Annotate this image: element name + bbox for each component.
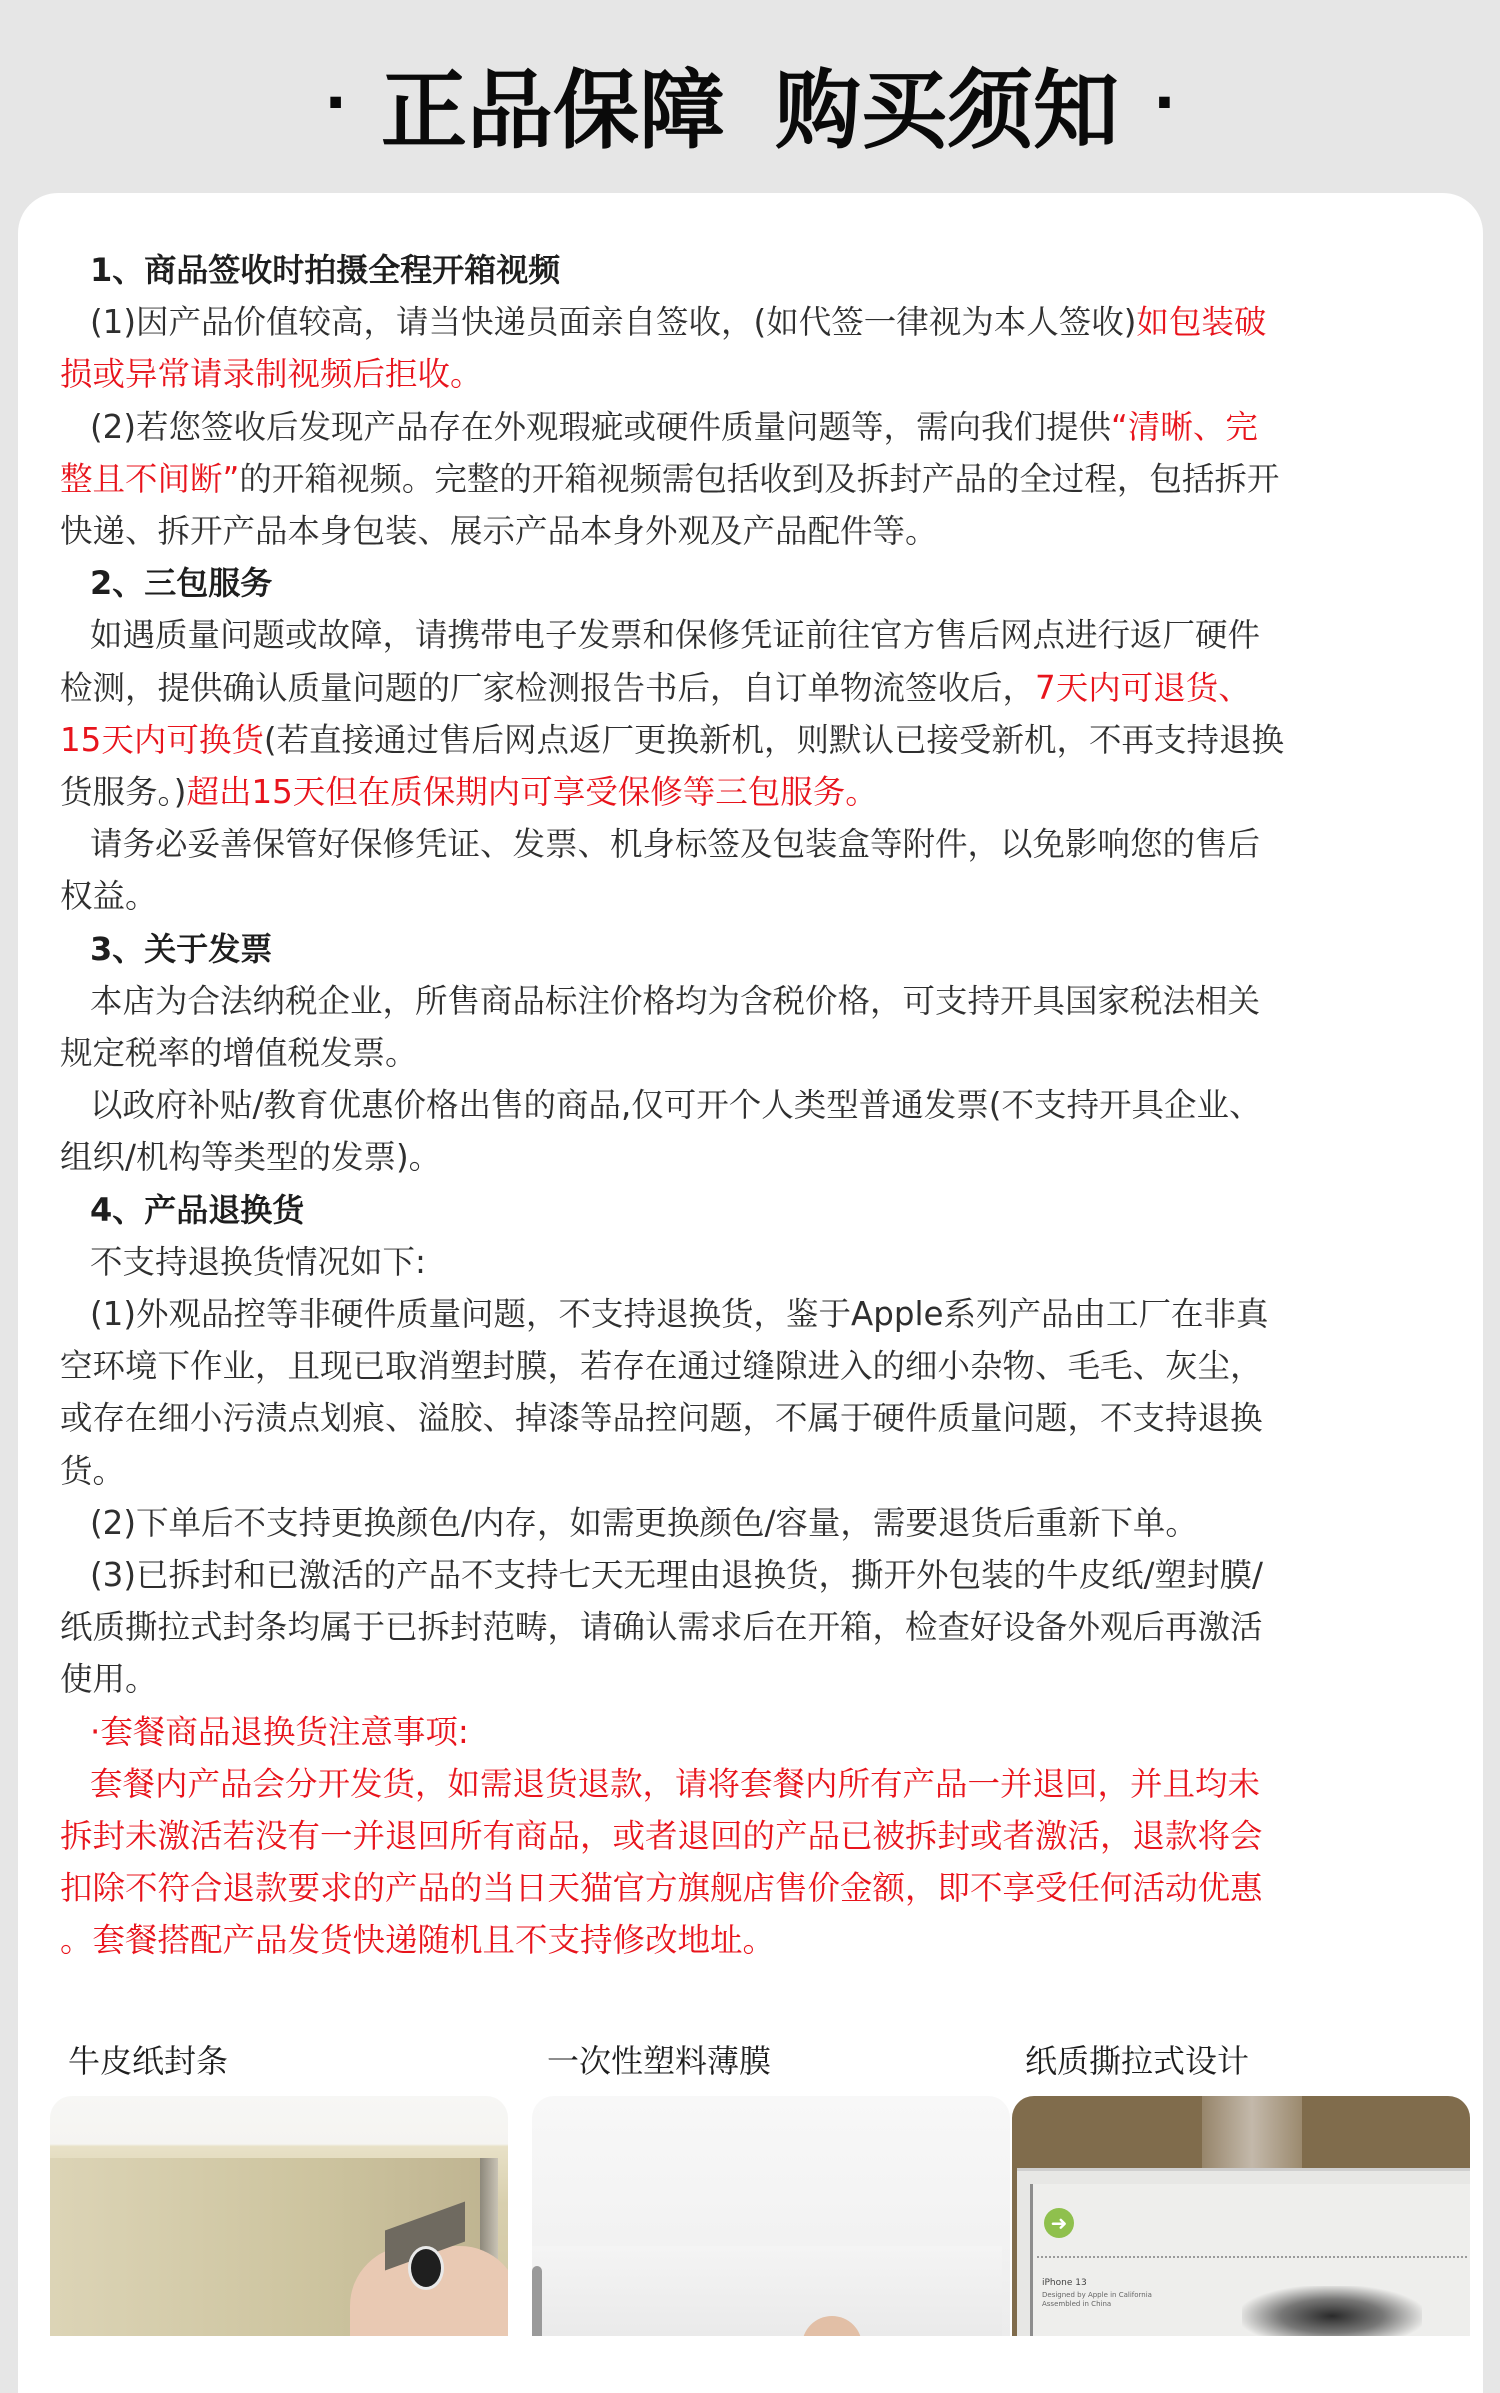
highlighted-text: 超出15天但在质保期内可享受保修等三包服务。	[186, 773, 878, 811]
box-text-model: iPhone 13	[1042, 2278, 1087, 2288]
highlighted-text: “清晰、完	[1111, 407, 1258, 446]
text-line	[60, 453, 1279, 505]
text-line	[90, 975, 1260, 1027]
highlighted-text: 。套餐搭配产品发货快递随机且不支持修改地址。	[60, 1921, 776, 1960]
text-line	[90, 1079, 1261, 1131]
text-line	[60, 1862, 1263, 1914]
film-sheen	[532, 2246, 1002, 2336]
body-text: 货。	[60, 1451, 126, 1490]
body-text: 货服务。)	[60, 773, 187, 811]
kraft-paper-seal-photo	[50, 2096, 508, 2336]
text-line	[90, 1236, 426, 1288]
body-text: 权益。	[60, 877, 158, 916]
body-text: 纸质撕拉式封条均属于已拆封范畴，请确认需求后在开箱，检查好设备外观后再激活	[60, 1608, 1263, 1647]
text-line	[90, 296, 1266, 348]
box-text-line: Designed by Apple in California	[1042, 2291, 1152, 2299]
paper-pull-tab-photo	[1012, 2096, 1470, 2336]
body-text: 本店为合法纳税企业，所售商品标注价格均为含税价格，可支持开具国家税法相关	[90, 981, 1261, 1020]
body-text: (2)下单后不支持更换颜色/内存，如需更换颜色/容量，需要退货后重新下单。	[90, 1503, 1198, 1542]
title-dot-right: ·	[1153, 68, 1176, 138]
body-text: 检测，提供确认质量问题的厂家检测报告书后，自订单物流签收后，	[60, 668, 1036, 707]
text-line	[60, 1392, 1263, 1444]
text-line	[60, 1027, 418, 1079]
text-line	[60, 870, 158, 922]
body-text: 快递、拆开产品本身包装、展示产品本身外观及产品配件等。	[60, 512, 938, 550]
blur-smudge	[1242, 2286, 1422, 2336]
body-text: 2、三包服务	[90, 564, 273, 603]
tape	[1202, 2096, 1302, 2176]
section-heading	[90, 244, 560, 296]
body-text: 或存在细小污渍点划痕、溢胶、掉漆等品控问题，不属于硬件质量问题，不支持退换	[60, 1399, 1263, 1438]
text-line	[60, 1914, 775, 1966]
text-line	[60, 505, 938, 557]
body-text: (3)已拆封和已激活的产品不支持七天无理由退换货，撕开外包装的牛皮纸/塑封膜/	[90, 1556, 1263, 1594]
title-genuine-guarantee: 正品保障	[381, 61, 725, 161]
body-text: 以政府补贴/教育优惠价格出售的商品,仅可开个人类型普通发票(不支持开具企业、	[90, 1086, 1262, 1125]
text-line	[60, 1131, 441, 1183]
gallery-label-pulltab: 纸质撕拉式设计	[1025, 2042, 1250, 2080]
text-line	[60, 1810, 1263, 1862]
text-line	[60, 348, 483, 400]
perforation	[1037, 2256, 1467, 2258]
text-line	[90, 1758, 1260, 1810]
text-line	[90, 1497, 1198, 1549]
arrow-right-icon: ➜	[1044, 2208, 1074, 2238]
body-text: 组织/机构等类型的发票)。	[60, 1138, 442, 1177]
highlighted-text: 套餐内产品会分开发货，如需退货退款，请将套餐内所有产品一并退回，并且均未	[90, 1764, 1261, 1803]
body-text: 1、商品签收时拍摄全程开箱视频	[90, 251, 561, 289]
arrow-badge-icon	[408, 2246, 444, 2290]
highlighted-text: 如包装破	[1136, 303, 1267, 342]
text-line	[90, 609, 1260, 661]
text-line	[60, 1445, 125, 1497]
gallery-label-film: 一次性塑料薄膜	[547, 2042, 772, 2080]
highlighted-text: 损或异常请录制视频后拒收。	[60, 355, 483, 394]
plastic-film-photo	[532, 2096, 1010, 2336]
section-heading	[90, 557, 272, 609]
body-text: 如遇质量问题或故障，请携带电子发票和保修凭证前往官方售后网点进行返厂硬件	[90, 616, 1261, 655]
highlighted-text: 15天内可换货	[60, 720, 264, 759]
box-text-designed	[1042, 2291, 1152, 2309]
body-text: 规定税率的增值税发票。	[60, 1034, 418, 1072]
page-title	[0, 48, 1500, 161]
title-dot-left: ·	[324, 68, 347, 138]
highlighted-text: ·套餐商品退换货注意事项:	[90, 1712, 469, 1751]
text-line	[60, 1340, 1263, 1392]
gallery-label-kraft: 牛皮纸封条	[68, 2042, 229, 2080]
body-text: 的开箱视频。完整的开箱视频需包括收到及拆封产品的全过程，包括拆开	[239, 459, 1280, 498]
text-line	[60, 766, 878, 818]
text-line	[90, 818, 1260, 870]
box-text-line: Assembled in China	[1042, 2300, 1112, 2308]
body-text: 使用。	[60, 1660, 158, 1699]
highlighted-text: 扣除不符合退款要求的产品的当日天猫官方旗舰店售价金额，即不享受任何活动优惠	[60, 1869, 1263, 1908]
highlighted-text: 拆封未激活若没有一并退回所有商品，或者退回的产品已被拆封或者激活，退款将会	[60, 1817, 1263, 1855]
section-heading	[90, 1184, 304, 1236]
text-line	[90, 401, 1258, 453]
body-text: 3、关于发票	[90, 929, 273, 968]
highlighted-text: 整且不间断”	[60, 459, 240, 498]
body-text: 空环境下作业，且现已取消塑封膜，若存在通过缝隙进入的细小杂物、毛毛、灰尘，	[60, 1347, 1263, 1386]
body-text: (1)因产品价值较高，请当快递员面亲自签收，(如代签一律视为本人签收)	[90, 303, 1137, 342]
body-text: 不支持退换货情况如下:	[90, 1242, 426, 1281]
body-text: (2)若您签收后发现产品存在外观瑕疵或硬件质量问题等，需向我们提供	[90, 407, 1112, 446]
body-text: (若直接通过售后网点返厂更换新机，则默认已接受新机，不再支持退换	[263, 720, 1285, 759]
text-line	[90, 1549, 1263, 1601]
text-line	[60, 1601, 1263, 1653]
gallery-labels	[0, 2036, 1500, 2086]
text-line	[60, 662, 1251, 714]
highlighted-text: 7天内可退货、	[1035, 668, 1251, 707]
text-line	[60, 1653, 158, 1705]
text-line	[60, 714, 1284, 766]
text-line	[90, 1288, 1269, 1340]
body-text: 请务必妥善保管好保修凭证、发票、机身标签及包装盒等附件，以免影响您的售后	[90, 825, 1261, 864]
body-text: 4、产品退换货	[90, 1190, 305, 1229]
section-heading	[90, 923, 272, 975]
title-purchase-notice: 购买须知	[775, 61, 1119, 161]
body-text: (1)外观品控等非硬件质量问题，不支持退换货，鉴于Apple系列产品由工厂在非真	[90, 1295, 1269, 1333]
film-edge	[532, 2266, 542, 2336]
text-line	[90, 1706, 469, 1758]
